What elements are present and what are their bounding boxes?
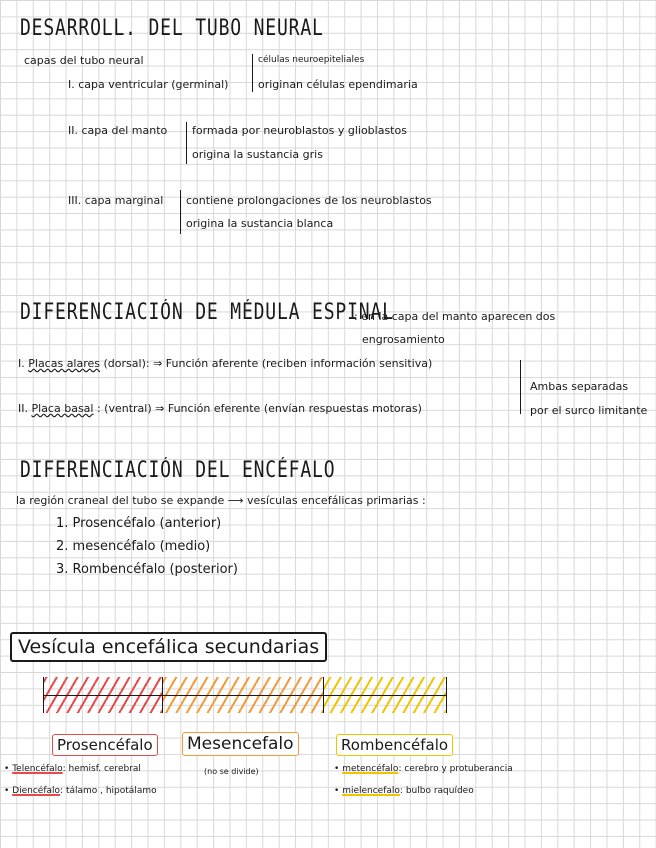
alares-name: Placas alares <box>28 357 101 370</box>
layer3-label: III. capa marginal <box>68 194 164 207</box>
mielencefalo-rest: : bulbo raquídeo <box>399 786 474 796</box>
primary-vesicle-3: 3. Rombencéfalo (posterior) <box>56 562 238 577</box>
section2-title: DIFERENCIACIÓN DE MÉDULA ESPINAL <box>20 300 394 325</box>
diencefalo-item <box>4 786 157 796</box>
section2-desc1: : en la capa del manto aparecen dos <box>354 310 556 323</box>
basal-name: Placa basal <box>31 402 94 415</box>
primary-vesicle-2: 2. mesencéfalo (medio) <box>56 539 211 554</box>
layer2-line1: formada por neuroblastos y glioblastos <box>192 124 407 137</box>
rombencefalo-box: Rombencéfalo <box>336 734 453 756</box>
spinal-item-alares <box>18 357 432 370</box>
layer3-line1: contiene prolongaciones de los neuroblastos <box>186 194 432 207</box>
hatch-axis <box>43 695 446 696</box>
layer1-line1: células neuroepiteliales <box>258 55 365 65</box>
layer2-label: II. capa del manto <box>68 124 168 137</box>
encephalon-line-a: la región craneal del tubo se expande <box>16 494 225 507</box>
metencefalo-name: metencéfalo <box>342 764 399 774</box>
section1-title: DESARROLL. DEL TUBO NEURAL <box>20 16 324 41</box>
bullet-icon: • <box>334 786 340 796</box>
layer1-label: I. capa ventricular (germinal) <box>68 78 229 91</box>
bullet-icon: • <box>334 764 340 774</box>
primary-vesicle-1: 1. Prosencéfalo (anterior) <box>56 516 222 531</box>
section2-desc2: engrosamiento <box>362 333 445 346</box>
layer1-line2: originan células ependimaria <box>258 78 418 91</box>
spinal-note1: Ambas separadas <box>530 380 629 393</box>
basal-num: II. <box>18 402 28 415</box>
basal-rest: : (ventral) ⇒ Función eferente (envían respuestas motoras) <box>96 402 422 415</box>
mielencefalo-name: mielencefalo <box>342 786 400 796</box>
layer2-brace <box>186 122 187 164</box>
encephalon-line <box>16 494 426 507</box>
spinal-item-basal <box>18 402 422 415</box>
alares-num: I. <box>18 357 25 370</box>
metencefalo-rest: : cerebro y protuberancia <box>398 764 513 774</box>
telencefalo-item <box>4 764 141 774</box>
alares-rest: (dorsal): ⇒ Función aferente (reciben información sensitiva) <box>103 357 433 370</box>
spinal-brace <box>520 360 521 414</box>
prosencefalo-box: Prosencéfalo <box>52 734 158 756</box>
layer2-line2: origina la sustancia gris <box>192 148 323 161</box>
metencefalo-item <box>334 764 513 774</box>
layer3-brace <box>180 190 181 234</box>
diencefalo-rest: : tálamo , hipotálamo <box>60 786 157 796</box>
mesencefalo-box: Mesencefalo <box>182 732 299 756</box>
diencefalo-name: Diencéfalo <box>12 786 61 796</box>
arrow-right-icon: ⟶ <box>227 494 244 507</box>
layer1-brace <box>252 54 253 92</box>
telencefalo-name: Telencéfalo <box>12 764 63 774</box>
bullet-icon: • <box>4 764 10 774</box>
mielencefalo-item <box>334 786 474 796</box>
divider-right <box>446 677 447 713</box>
section4-title-box: Vesícula encefálica secundarias <box>10 632 327 662</box>
bullet-icon: • <box>4 786 10 796</box>
telencefalo-rest: : hemisf. cerebral <box>62 764 141 774</box>
section1-intro: capas del tubo neural <box>24 54 144 67</box>
layer3-line2: origina la sustancia blanca <box>186 217 334 230</box>
section3-title: DIFERENCIACIÓN DEL ENCÉFALO <box>20 458 336 483</box>
encephalon-line-b: vesículas encefálicas primarias : <box>247 494 426 507</box>
spinal-note2: por el surco limitante <box>530 404 648 417</box>
mesencefalo-note: (no se divide) <box>204 767 259 776</box>
